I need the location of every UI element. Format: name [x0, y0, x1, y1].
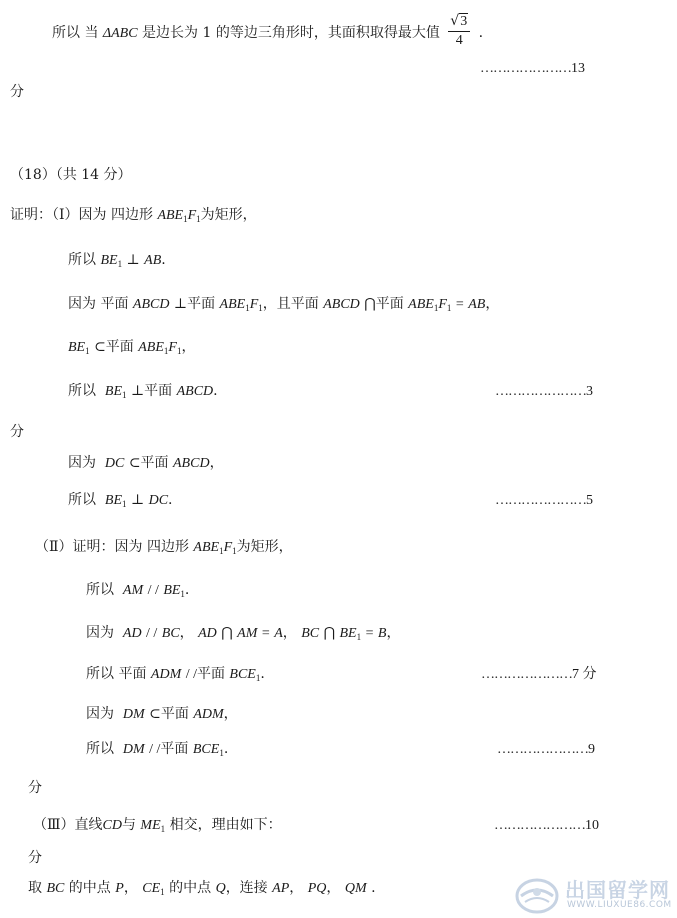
text: 分	[10, 84, 24, 100]
math: BC	[161, 626, 180, 641]
fen-label	[28, 848, 42, 868]
fen-label	[10, 82, 24, 102]
text: ，	[485, 296, 500, 312]
text: 因为	[86, 706, 114, 722]
equals-symbol: =	[261, 626, 270, 641]
text: 平面	[144, 383, 173, 399]
text: ，且平面	[262, 296, 319, 312]
subset-symbol: ⊂	[149, 707, 161, 722]
subscript: 1	[219, 748, 224, 758]
line-take-midpoints	[28, 878, 376, 899]
liuxue86-logo-icon	[515, 874, 559, 916]
line-ad-parallel-bc	[86, 623, 400, 644]
text: 平面	[196, 666, 225, 682]
perp-symbol: ⊥	[173, 297, 188, 312]
math: AB	[468, 297, 486, 312]
math: ADM	[193, 707, 224, 722]
leader-dots: …………………	[494, 818, 585, 833]
math: QM	[344, 881, 367, 896]
text: ，	[209, 455, 224, 471]
period: .	[168, 492, 173, 508]
watermark-url: WWW.LIUXUE86.COM	[567, 900, 672, 910]
subscript: 1	[160, 824, 166, 834]
math: ABE	[193, 540, 220, 555]
subscript: 1	[219, 546, 224, 556]
equals-symbol: =	[455, 297, 464, 312]
math: ABCD	[173, 456, 210, 471]
math: AM	[237, 626, 258, 641]
text: ，	[282, 625, 297, 641]
math: AM	[122, 583, 144, 598]
math: CE	[142, 881, 161, 896]
fraction-denominator: 4	[455, 33, 463, 48]
score-value: 7 分	[572, 667, 597, 682]
leader-dots: …………………	[480, 61, 571, 76]
math: DC	[104, 456, 125, 471]
math: BCE	[192, 742, 220, 757]
math: BCE	[229, 667, 256, 682]
score-line-13	[480, 58, 585, 79]
text: ，连接	[225, 880, 268, 896]
math: P	[115, 881, 124, 896]
score-value: 3	[586, 384, 593, 399]
text: 所以 平面	[86, 666, 147, 682]
score-line-9	[497, 739, 595, 760]
math: BC	[46, 881, 65, 896]
math: ABCD	[176, 384, 214, 399]
math: BE	[163, 583, 181, 598]
score-value: 5	[586, 493, 593, 508]
period: .	[161, 252, 166, 268]
text: ，	[123, 880, 138, 896]
period: .	[223, 741, 229, 757]
text: （Ⅱ）证明：因为 四边形	[35, 539, 189, 555]
subscript: 1	[255, 673, 261, 683]
text: 为矩形，	[200, 207, 257, 223]
text: 所以	[68, 252, 96, 268]
score-line-10	[494, 815, 599, 836]
line-be1-perp-plane	[68, 381, 218, 402]
math: B	[377, 626, 387, 641]
text: 所以	[68, 492, 96, 508]
text: 相交，理由如下：	[169, 817, 282, 833]
math: BC	[301, 626, 320, 641]
math: BE	[104, 493, 123, 508]
text: 平面	[160, 706, 189, 722]
parallel-symbol: / /	[147, 583, 159, 598]
leader-dots: …………………	[495, 384, 586, 399]
perp-symbol: ⊥	[130, 384, 145, 399]
math: ABE	[157, 208, 184, 223]
text: 平面	[375, 296, 404, 312]
subscript: 1	[176, 346, 182, 356]
text: 的中点	[169, 880, 212, 896]
math: AB	[144, 253, 162, 268]
leader-dots: …………………	[497, 742, 588, 757]
perp-symbol: ⊥	[130, 493, 145, 508]
math: ABE	[219, 297, 246, 312]
text: 是边长为 1 的等边三角形时，其面积取得最大值	[142, 25, 440, 41]
math: BE	[104, 384, 123, 399]
text: 所以	[86, 582, 114, 598]
text: 为矩形，	[236, 539, 293, 555]
text: 平面	[187, 296, 216, 312]
math: BE	[339, 626, 357, 641]
score-value: 9	[588, 742, 595, 757]
period: .	[478, 25, 484, 41]
text: ，	[181, 339, 196, 355]
subscript: 1	[85, 346, 90, 356]
math: BE	[68, 340, 86, 355]
subscript: 1	[433, 303, 439, 313]
period: .	[371, 880, 376, 896]
math: F	[187, 208, 197, 223]
text: 所以 当	[52, 25, 99, 41]
text: 因为	[86, 625, 114, 641]
score-value: 13	[571, 61, 585, 76]
subscript: 1	[356, 632, 362, 642]
math: F	[249, 297, 259, 312]
period: .	[260, 666, 265, 682]
parallel-symbol: / /	[185, 667, 197, 682]
problem-18-heading	[10, 165, 132, 185]
parallel-symbol: / /	[146, 626, 158, 641]
subscript: 1	[163, 346, 169, 356]
score-line-5	[495, 490, 593, 511]
leader-dots: …………………	[495, 493, 586, 508]
math: Q	[215, 881, 226, 896]
math: AD	[198, 626, 217, 641]
math: DM	[122, 707, 145, 722]
text: 分	[28, 780, 42, 796]
sqrt-symbol: √	[450, 13, 460, 29]
math: ABE	[408, 297, 434, 312]
intersection-symbol: ⋂	[221, 626, 233, 641]
line-dm-parallel-plane	[86, 739, 228, 760]
proof-part1-intro	[10, 205, 257, 226]
math: ME	[140, 818, 161, 833]
text: ，	[179, 625, 194, 641]
text: 分	[10, 424, 24, 440]
intersection-symbol: ⋂	[323, 626, 336, 641]
line-plane-adm-parallel	[86, 664, 265, 685]
text: 取	[28, 880, 42, 896]
subscript: 1	[117, 259, 123, 269]
math: PQ	[307, 881, 327, 896]
subscript: 1	[446, 303, 452, 313]
fen-label	[28, 778, 42, 798]
text: ，	[223, 706, 238, 722]
line-dm-subset	[86, 704, 238, 725]
subscript: 1	[196, 214, 201, 224]
math: ABCD	[132, 297, 170, 312]
text: 与	[121, 817, 136, 833]
math: F	[438, 297, 447, 312]
subscript: 1	[122, 390, 127, 400]
text: ，	[326, 880, 341, 896]
leader-dots: …………………	[481, 667, 572, 682]
line-be1-subset	[68, 337, 195, 358]
math: DM	[122, 742, 145, 757]
math: AP	[272, 881, 290, 896]
math: F	[223, 540, 233, 555]
equals-symbol: =	[365, 626, 374, 641]
math: F	[168, 340, 177, 355]
text: ，	[386, 625, 401, 641]
subscript: 1	[180, 589, 185, 599]
text: （Ⅲ）直线	[33, 817, 103, 833]
subscript: 1	[258, 303, 263, 313]
parallel-symbol: / /	[149, 742, 161, 757]
math: A	[274, 626, 283, 641]
watermark	[515, 874, 677, 918]
math: ADM	[150, 667, 182, 682]
line-planes-perp	[68, 294, 499, 315]
math: ABCD	[323, 297, 360, 312]
text: 分	[28, 850, 42, 866]
math: BE	[100, 253, 118, 268]
watermark-title: 出国留学网	[565, 878, 670, 902]
proof-part2-intro	[35, 537, 293, 558]
subscript: 1	[183, 214, 188, 224]
text: （18）（共 14 分）	[10, 167, 132, 183]
line-be1-perp-ab	[68, 250, 166, 271]
math: ABE	[138, 340, 164, 355]
line-be1-perp-dc	[68, 490, 173, 511]
perp-symbol: ⊥	[126, 253, 140, 268]
subscript: 1	[245, 303, 250, 313]
fraction-numerator: 3	[460, 14, 468, 29]
text: 所以	[86, 741, 114, 757]
subset-symbol: ⊂	[128, 456, 141, 471]
text: 证明：（Ⅰ）因为 四边形	[10, 207, 153, 223]
period: .	[213, 383, 218, 399]
math-triangle: ΔABC	[102, 26, 138, 41]
text: 因为 平面	[68, 296, 129, 312]
subscript: 1	[160, 887, 165, 897]
subscript: 1	[122, 499, 127, 509]
text: 的中点	[68, 880, 111, 896]
fraction-root3-over-4	[448, 12, 470, 50]
score-value: 10	[585, 818, 599, 833]
line-am-parallel-be1	[86, 580, 189, 601]
math: DC	[148, 493, 169, 508]
fen-label	[10, 422, 24, 442]
text: 所以	[68, 383, 96, 399]
text: 平面	[160, 741, 189, 757]
line-max-area	[52, 14, 483, 52]
math: AD	[122, 626, 142, 641]
subscript: 1	[232, 546, 237, 556]
text: 因为	[68, 455, 96, 471]
period: .	[184, 582, 190, 598]
line-dc-subset	[68, 453, 224, 474]
score-line-3	[495, 381, 593, 402]
text: ，	[289, 880, 304, 896]
math: CD	[102, 818, 122, 833]
text: 平面	[105, 339, 134, 355]
proof-part3-intro	[33, 815, 282, 836]
score-line-7	[481, 664, 597, 685]
text: 平面	[140, 455, 169, 471]
intersection-symbol: ⋂	[364, 297, 376, 312]
subset-symbol: ⊂	[94, 340, 106, 355]
